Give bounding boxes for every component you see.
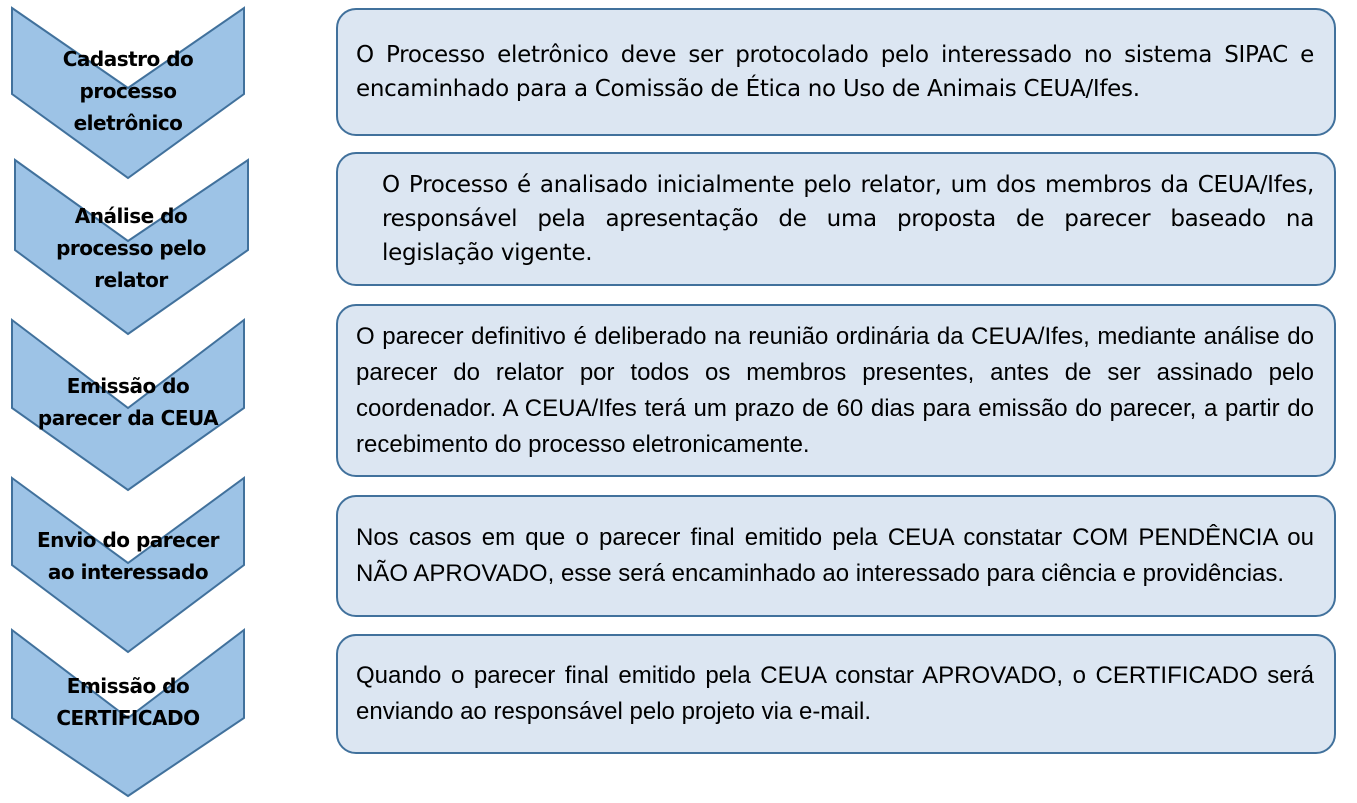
step-3-description: O parecer definitivo é deliberado na reunião ordinária da CEUA/Ifes, mediante análise do parecer do relator por todos os membros presentes, antes de ser assinado pelo coordenador. A CEUA/Ifes terá um prazo de 60 dias para emissão do parecer, a partir do recebimento do processo eletronicamente. — [356, 322, 1314, 458]
step-4-label-line: ao interessado — [47, 560, 209, 584]
step-3-label — [12, 370, 244, 434]
step-2-label-line: Análise do — [74, 204, 188, 228]
step-4-description: Nos casos em que o parecer final emitido pela CEUA constatar COM PENDÊNCIA ou NÃO APROVADO, esse será encaminhado ao interessado para ciência e providências. — [356, 524, 1314, 587]
step-2-label-line: processo pelo — [56, 236, 206, 260]
step-4-label-line: Envio do parecer — [36, 528, 220, 552]
step-2-description: O Processo é analisado inicialmente pelo relator, um dos membros da CEUA/Ifes, responsável pela apresentação de uma proposta de parecer baseado na legislação vigente. — [382, 172, 1314, 266]
step-1-label — [12, 43, 244, 139]
step-5-label — [12, 670, 244, 734]
step-2-label-line: relator — [94, 268, 168, 292]
step-3-description-box — [336, 304, 1336, 477]
step-5-label-line: CERTIFICADO — [56, 706, 200, 730]
step-1-label-line: Cadastro do — [62, 47, 194, 71]
step-3-label-line: Emissão do — [66, 374, 190, 398]
step-4-description-box — [336, 495, 1336, 617]
step-5-label-line: Emissão do — [66, 674, 190, 698]
step-4-label — [12, 524, 244, 588]
step-2-description-box — [336, 152, 1336, 286]
step-2-label — [15, 200, 247, 296]
step-1-description-box — [336, 8, 1336, 136]
step-1-label-line: processo — [79, 79, 177, 103]
step-1-label-line: eletrônico — [73, 111, 183, 135]
step-5-description-box — [336, 634, 1336, 754]
step-3-label-line: parecer da CEUA — [37, 406, 219, 430]
step-5-description: Quando o parecer final emitido pela CEUA constar APROVADO, o CERTIFICADO será enviando ao responsável pelo projeto via e-mail. — [356, 662, 1314, 725]
step-1-description: O Processo eletrônico deve ser protocolado pelo interessado no sistema SIPAC e encaminhado para a Comissão de Ética no Uso de Animais CEUA/Ifes. — [356, 42, 1314, 102]
